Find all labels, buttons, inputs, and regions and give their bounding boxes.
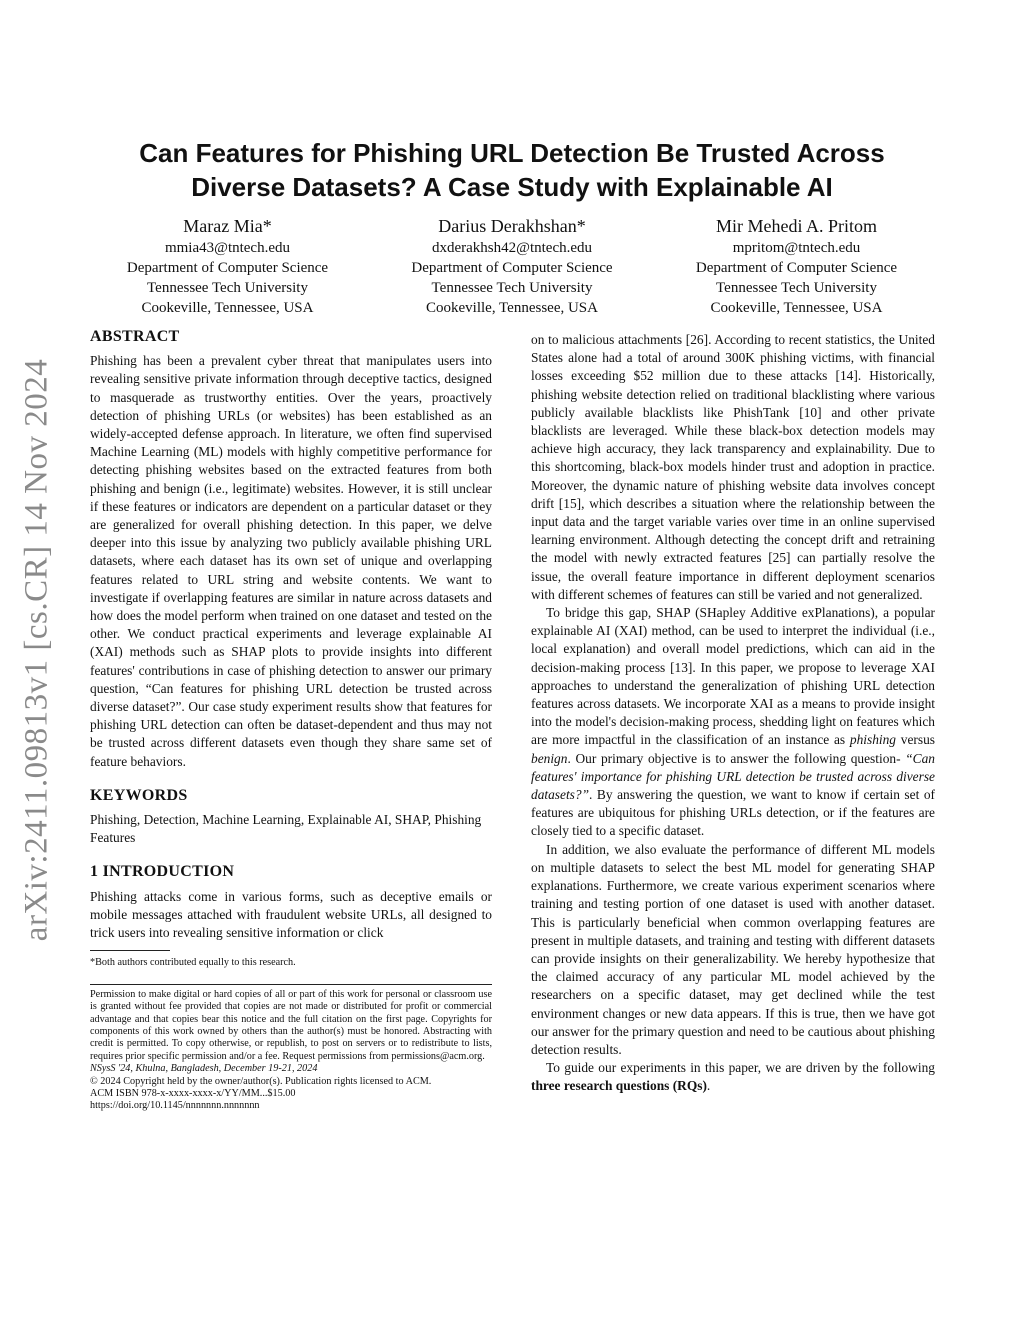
author-name: Mir Mehedi A. Pritom — [716, 216, 877, 236]
author-2 — [375, 214, 650, 318]
arxiv-id: arXiv:2411.09813v1 [cs.CR] 14 Nov 2024 — [18, 358, 55, 942]
author-location: Cookeville, Tennessee, USA — [141, 300, 314, 316]
author-location: Cookeville, Tennessee, USA — [710, 300, 883, 316]
abstract-text: Phishing has been a prevalent cyber threat that manipulates users into revealing sensitive private information through deceptive tactics, designed to masquerade as trustworthy entities. Over the years, proactively detection of phishing URLs (or websites) has been established as an widely-accepted defense approach. In literature, we often find supervised Machine Learning (ML) models with highly competitive performance for detecting phishing websites based on the extracted features from both phishing and benign (i.e., legitimate) websites. However, it is still unclear if these features or indicators are dependent on a particular dataset or they are generalized for overall phishing detection. In this paper, we delve deeper into this issue by analyzing two publicly available phishing URL datasets, where each dataset has its own set of unique and overlapping features related to URL string and website contents. We want to investigate if overlapping features are similar in nature across datasets and how does the model perform when trained on one dataset and tested on the other. We conduct practical experiments and leverage explainable AI (XAI) methods such as SHAP plots to provide insights into different features' contributions in case of phishing detection to answer our primary question, “Can features for phishing URL detection be trusted across diverse dataset?”. Our case study experiment results show that features for phishing URL detection can often be dataset-dependent and thus may not be trusted across different datasets even though they share same set of feature behaviors. — [90, 353, 492, 769]
conference-info: NSysS '24, Khulna, Bangladesh, December 19-21, 2024 — [90, 1063, 318, 1075]
author-university: Tennessee Tech University — [716, 280, 877, 296]
permission-notice: Permission to make digital or hard copies of all or part of this work for personal or classroom use is granted without fee provided that copies are not made or distributed for profit or commercial advantage and that copies bear this notice and the full citation on the first page. Copyrights for components of this work owned by others than the author(s) must be honored. Abstracting with credit is permitted. To copy otherwise, or republish, to post on servers or to redistribute to lists, requires prior specific permission and/or a fee. Request permissions from permissions@acm.org. — [90, 988, 492, 1062]
author-university: Tennessee Tech University — [147, 280, 308, 296]
introduction-heading: 1 INTRODUCTION — [90, 863, 235, 881]
author-email: dxderakhsh42@tntech.edu — [431, 240, 593, 256]
author-block — [90, 214, 934, 318]
author-email: mpritom@tntech.edu — [732, 240, 861, 256]
author-department: Department of Computer Science — [126, 260, 329, 276]
intro-paragraph: In addition, we also evaluate the performance of different ML models on multiple datasets to select the best ML model for generating SHAP explanations. Furthermore, we create various experiment scenarios where training and testing portion of one dataset is used with another dataset. This is particularly beneficial when common overlapping features are present in multiple datasets, and training and testing with different datasets can provide insights on their generalizability. We hereby hypothesize that the claimed accuracy of any particular ML model achieved by the researchers on a specific dataset, may get declined while the test environment changes or new data appears. If this is true, then we have got our answer for the primary question and need to be cautious about phishing detection results. — [531, 841, 935, 1057]
author-location: Cookeville, Tennessee, USA — [426, 300, 598, 316]
footnote: *Both authors contributed equally to this research. — [90, 957, 296, 969]
intro-paragraph: To bridge this gap, SHAP (SHapley Additive exPlanations), a popular explainable AI (XAI) method, can be used to interpret the individual (i.e., local explanation) and overall model predictions, which can aid in the decision-making process [13]. In this paper, we propose to leverage XAI approaches to understand the generalization of phishing URL detection features across datasets. We incorporate XAI as a means to provide insight into the model's decision-making process, shedding light on features which are more impactful in the classification of an instance as phishing versus benign. Our primary objective is to answer the following question- “Can features' importance for phishing URL detection be trusted across diverse datasets?”. By answering the question, we want to know if certain set of features are ubiquitous for phishing URLs detection, or if the features are closely tied to a specific dataset. — [531, 605, 935, 839]
left-column — [90, 328, 492, 1113]
author-name: Darius Derakhshan* — [438, 216, 586, 236]
arxiv-sidebar-stamp — [12, 350, 62, 950]
research-question: “Can features' importance for phishing URL detection be trusted across diverse datasets?” — [531, 750, 935, 803]
author-department: Department of Computer Science — [411, 260, 613, 276]
permission-divider — [90, 984, 492, 985]
keywords-text: Phishing, Detection, Machine Learning, Explainable AI, SHAP, Phishing Features — [90, 812, 482, 846]
right-column — [531, 331, 935, 1096]
author-department: Department of Computer Science — [695, 260, 898, 276]
doi-link[interactable]: https://doi.org/10.1145/nnnnnnn.nnnnnnn — [90, 1100, 260, 1112]
footnote-divider — [90, 950, 170, 951]
author-email: mmia43@tntech.edu — [164, 240, 291, 256]
intro-paragraph: To guide our experiments in this paper, we are driven by the following three research questions (RQs). — [531, 1060, 935, 1094]
copyright-notice: © 2024 Copyright held by the owner/author(s). Publication rights licensed to ACM. — [90, 1075, 432, 1087]
author-name: Maraz Mia* — [183, 216, 272, 236]
author-1 — [90, 214, 365, 318]
intro-paragraph: on to malicious attachments [26]. According to recent statistics, the United States alone had a total of around 300K phishing victims, with financial losses exceeding $52 million due to these attacks [14]. Historically, phishing website detection relied on traditional blacklisting where various publicly available blacklists like PhishTank [10] and other private blacklists are leveraged. While these black-box detection models may achieve high accuracy, they lack transparency and explainability. Due to this shortcoming, black-box models hinder trust and adoption in practice. Moreover, the dynamic nature of phishing website data involves concept drift [15], which describes a situation where the relationship between the input data and the target variable varies over time in an online supervised learning environment. Although detecting the concept drift and retraining the model with newly extracted features [25] can partially resolve the issue, the overall feature importance in different deployment scenarios with different schemes of features can still be varied and not generalized. — [531, 332, 935, 602]
keywords-heading: KEYWORDS — [90, 786, 188, 804]
abstract-heading: ABSTRACT — [90, 328, 180, 345]
isbn: ACM ISBN 978-x-xxxx-xxxx-x/YY/MM...$15.00 — [90, 1087, 296, 1099]
paper-title: Can Features for Phishing URL Detection Be Trusted Across Diverse Datasets? A Case Study with Explainable AI — [139, 138, 885, 202]
author-3 — [659, 214, 934, 318]
intro-paragraph: Phishing attacks come in various forms, such as deceptive emails or mobile messages attached with fraudulent website URLs, all designed to trick users into revealing sensitive information or click — [90, 888, 492, 941]
author-university: Tennessee Tech University — [431, 280, 593, 296]
